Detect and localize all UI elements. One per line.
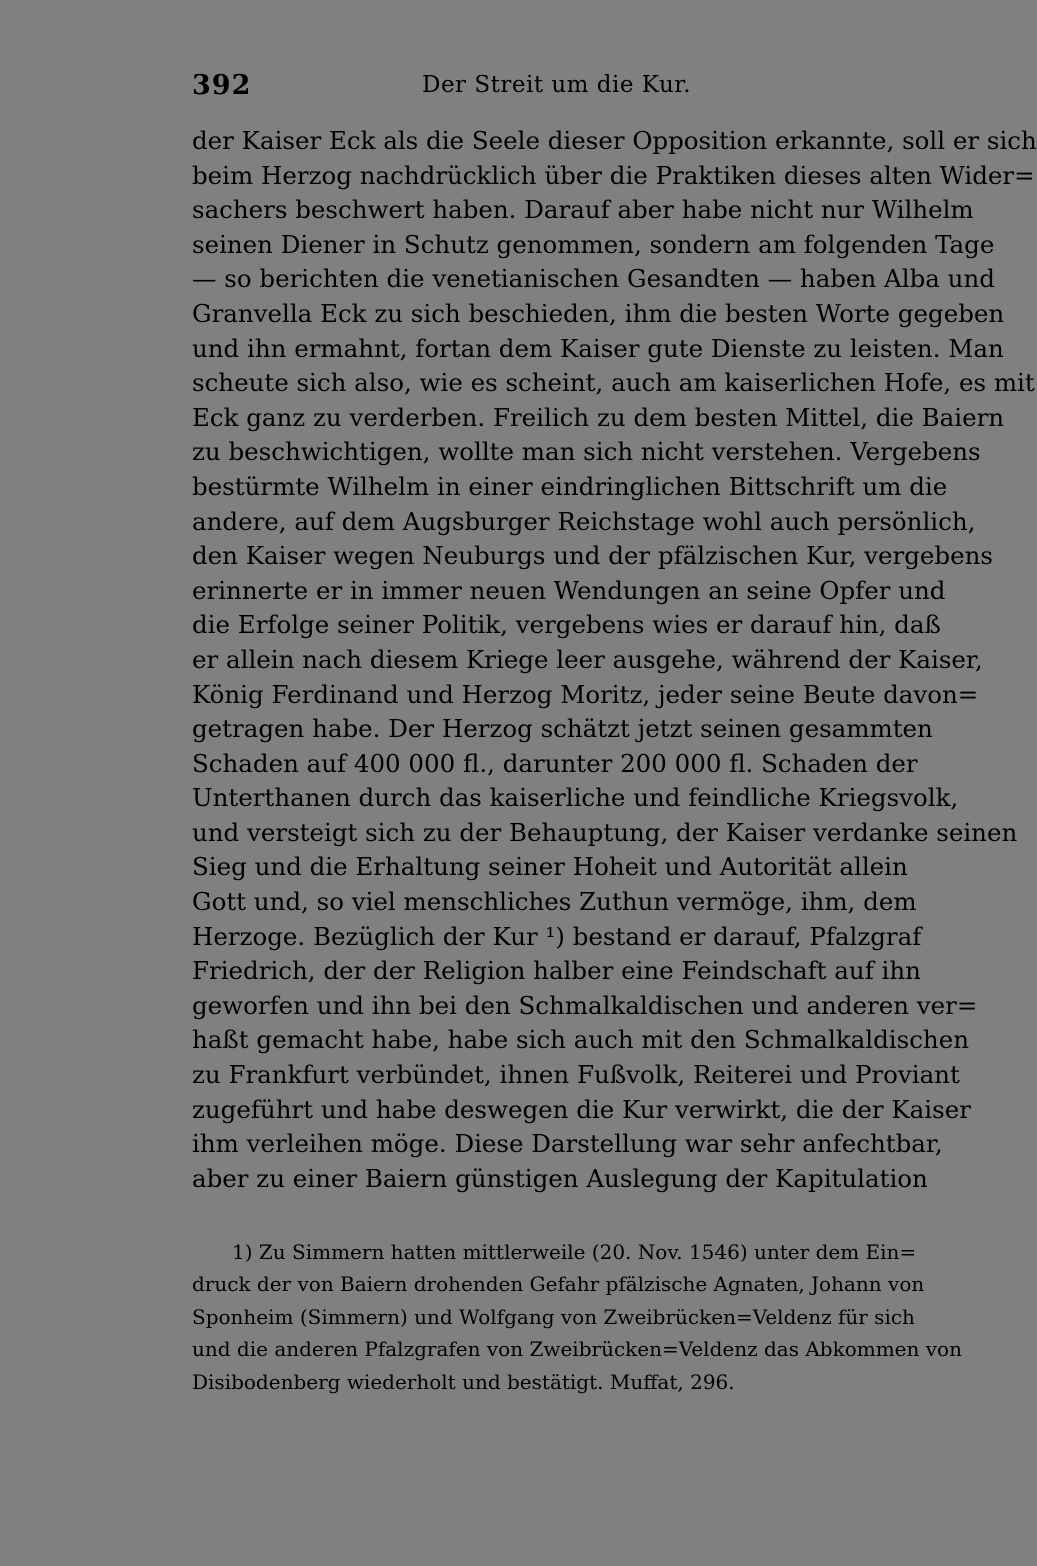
text-line: haßt gemacht habe, habe sich auch mit den Schmalkaldischen bbox=[192, 1025, 969, 1055]
text-line: Unterthanen durch das kaiserliche und feindliche Kriegsvolk, bbox=[192, 783, 959, 813]
text-line: beim Herzog nachdrücklich über die Praktiken dieses alten Wider= bbox=[192, 160, 1035, 190]
footnotes bbox=[192, 1236, 962, 1398]
body-text bbox=[192, 124, 1037, 1196]
text-line: zu Frankfurt verbündet, ihnen Fußvolk, Reiterei und Proviant bbox=[192, 1060, 960, 1090]
text-line: er allein nach diesem Kriege leer ausgehe, während der Kaiser, bbox=[192, 644, 983, 674]
text-line: Gott und, so viel menschliches Zuthun vermöge, ihm, dem bbox=[192, 887, 917, 917]
text-line: und ihn ermahnt, fortan dem Kaiser gute Dienste zu leisten. Man bbox=[192, 333, 1004, 363]
text-line: den Kaiser wegen Neuburgs und der pfälzischen Kur, vergebens bbox=[192, 541, 993, 571]
text-line: Eck ganz zu verderben. Freilich zu dem besten Mittel, die Baiern bbox=[192, 402, 1005, 432]
text-line: — so berichten die venetianischen Gesandten — haben Alba und bbox=[192, 264, 995, 294]
text-line: andere, auf dem Augsburger Reichstage wohl auch persönlich, bbox=[192, 506, 976, 536]
text-line: Friedrich, der der Religion halber eine Feindschaft auf ihn bbox=[192, 956, 921, 986]
text-line: und versteigt sich zu der Behauptung, der Kaiser verdanke seinen bbox=[192, 817, 1018, 847]
text-line: der Kaiser Eck als die Seele dieser Opposition erkannte, soll er sich bbox=[192, 126, 1037, 155]
text-line: getragen habe. Der Herzog schätzt jetzt seinen gesammten bbox=[192, 714, 933, 744]
text-line: Schaden auf 400 000 fl., darunter 200 000 fl. Schaden der bbox=[192, 748, 918, 778]
text-line: ihm verleihen möge. Diese Darstellung war sehr anfechtbar, bbox=[192, 1129, 943, 1159]
text-line: Herzoge. Bezüglich der Kur ¹) bestand er darauf, Pfalzgraf bbox=[192, 921, 922, 951]
text-line: zu beschwichtigen, wollte man sich nicht verstehen. Vergebens bbox=[192, 437, 981, 467]
text-line: scheute sich also, wie es scheint, auch am kaiserlichen Hofe, es mit bbox=[192, 368, 1035, 398]
text-line: König Ferdinand und Herzog Moritz, jeder seine Beute davon= bbox=[192, 679, 979, 709]
text-line: bestürmte Wilhelm in einer eindringlichen Bittschrift um die bbox=[192, 471, 948, 501]
running-head: Der Streit um die Kur. bbox=[422, 72, 692, 98]
footnote-line: Sponheim (Simmern) und Wolfgang von Zweibrücken=Veldenz für sich bbox=[192, 1304, 915, 1329]
text-line: Sieg und die Erhaltung seiner Hoheit und Autorität allein bbox=[192, 852, 908, 882]
text-line: seinen Diener in Schutz genommen, sondern am folgenden Tage bbox=[192, 229, 995, 259]
text-line: aber zu einer Baiern günstigen Auslegung der Kapitulation bbox=[192, 1163, 928, 1193]
text-line: Granvella Eck zu sich beschieden, ihm die besten Worte gegeben bbox=[192, 298, 1005, 328]
text-line: sachers beschwert haben. Darauf aber habe nicht nur Wilhelm bbox=[192, 195, 974, 225]
footnote-line: druck der von Baiern drohenden Gefahr pfälzische Agnaten, Johann von bbox=[192, 1272, 925, 1297]
footnote-line: und die anderen Pfalzgrafen von Zweibrücken=Veldenz das Abkommen von bbox=[192, 1337, 962, 1362]
footnote-line: 1) Zu Simmern hatten mittlerweile (20. Nov. 1546) unter dem Ein= bbox=[232, 1240, 917, 1264]
text-line: erinnerte er in immer neuen Wendungen an seine Opfer und bbox=[192, 575, 946, 605]
footnote-line: Disibodenberg wiederholt und bestätigt. Muffat, 296. bbox=[192, 1369, 735, 1394]
text-line: zugeführt und habe deswegen die Kur verwirkt, die der Kaiser bbox=[192, 1094, 971, 1124]
page-header bbox=[192, 64, 899, 108]
page-number: 392 bbox=[192, 70, 252, 101]
text-line: die Erfolge seiner Politik, vergebens wies er darauf hin, daß bbox=[192, 610, 941, 640]
text-line: geworfen und ihn bei den Schmalkaldischen und anderen ver= bbox=[192, 990, 978, 1020]
